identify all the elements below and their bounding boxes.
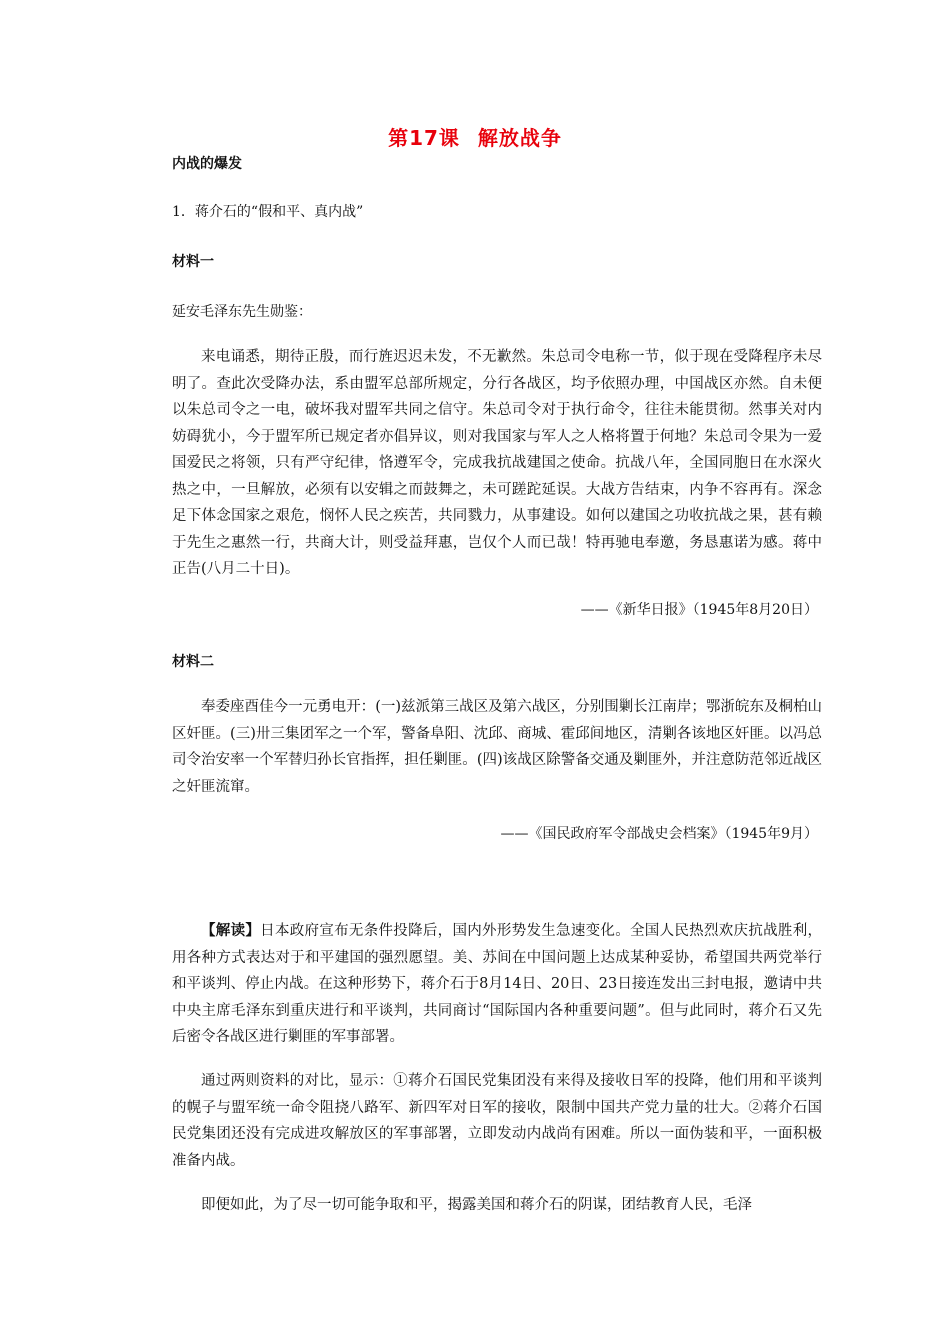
interpretation-tag: 【解读】 [201, 923, 261, 939]
interpretation-text-3: 即便如此，为了尽一切可能争取和平，揭露美国和蒋介石的阴谋，团结教育人民，毛泽 [201, 1197, 752, 1213]
material2-body [172, 694, 822, 800]
material2-body-text: 奉委座酉佳今一元勇电开：(一)兹派第三战区及第六战区，分别围剿长江南岸；鄂浙皖东及桐柏山区奸匪。(三)卅三集团军之一个军，警备阜阳、沈邱、商城、霍邱间地区，清剿各该地区奸匪。以冯总司令治安率一个军替归孙长官指挥，担任剿匪。(四)该战区除警备交通及剿匪外，并注意防范邻近战区之奸匪流窜。 [172, 699, 822, 795]
material2-label: 材料二 [172, 654, 214, 670]
material1-body-text: 来电诵悉，期待正殷，而行旌迟迟未发，不无歉然。朱总司令电称一节，似于现在受降程序未尽明了。查此次受降办法，系由盟军总部所规定，分行各战区，均予依照办理，中国战区亦然。自未便以朱总司令之一电，破坏我对盟军共同之信守。朱总司令对于执行命令，往往未能贯彻。然事关对内妨碍犹小，今于盟军所已规定者亦倡异议，则对我国家与军人之人格将置于何地？朱总司令果为一爱国爱民之将领，只有严守纪律，恪遵军令，完成我抗战建国之使命。抗战八年，全国同胞日在水深火热之中，一旦解放，必须有以安辑之而鼓舞之，未可蹉跎延误。大战方告结束，内争不容再有。深念足下体念国家之艰危，悯怀人民之疾苦，共同戮力，从事建设。如何以建国之功收抗战之果，甚有赖于先生之惠然一行，共商大计，则受益拜惠，岂仅个人而已哉！特再驰电奉邀，务恳惠诺为感。蒋中正告(八月二十日)。 [172, 349, 822, 577]
section-heading: 内战的爆发 [172, 156, 242, 172]
interpretation-paragraph-2 [172, 1068, 822, 1174]
interpretation-paragraph-1 [172, 918, 822, 1051]
page-title: 第17课 解放战争 [388, 126, 562, 150]
interpretation-text-2: 通过两则资料的对比，显示：①蒋介石国民党集团没有来得及接收日军的投降，他们用和平谈判的幌子与盟军统一命令阻挠八路军、新四军对日军的接收，限制中国共产党力量的壮大。②蒋介石国民党集团还没有完成进攻解放区的军事部署，立即发动内战尚有困难。所以一面伪装和平，一面积极准备内战。 [172, 1073, 822, 1169]
subsection-title: 1．蒋介石的“假和平、真内战” [172, 204, 364, 220]
material1-salutation: 延安毛泽东先生勋鉴： [172, 304, 312, 320]
material1-label: 材料一 [172, 254, 214, 270]
material1-source: ——《新华日报》（1945年8月20日） [580, 602, 818, 618]
interpretation-paragraph-3 [172, 1192, 822, 1219]
material1-body [172, 344, 822, 583]
material2-source: ——《国民政府军令部战史会档案》（1945年9月） [500, 826, 818, 842]
interpretation-text-1: 日本政府宣布无条件投降后，国内外形势发生急速变化。全国人民热烈欢庆抗战胜利，用各种方式表达对于和平建国的强烈愿望。美、苏间在中国问题上达成某种妥协，希望国共两党举行和平谈判、停止内战。在这种形势下，蒋介石于8月14日、20日、23日接连发出三封电报，邀请中共中央主席毛泽东到重庆进行和平谈判，共同商讨“国际国内各种重要问题”。但与此同时，蒋介石又先后密令各战区进行剿匪的军事部署。 [172, 923, 822, 1045]
